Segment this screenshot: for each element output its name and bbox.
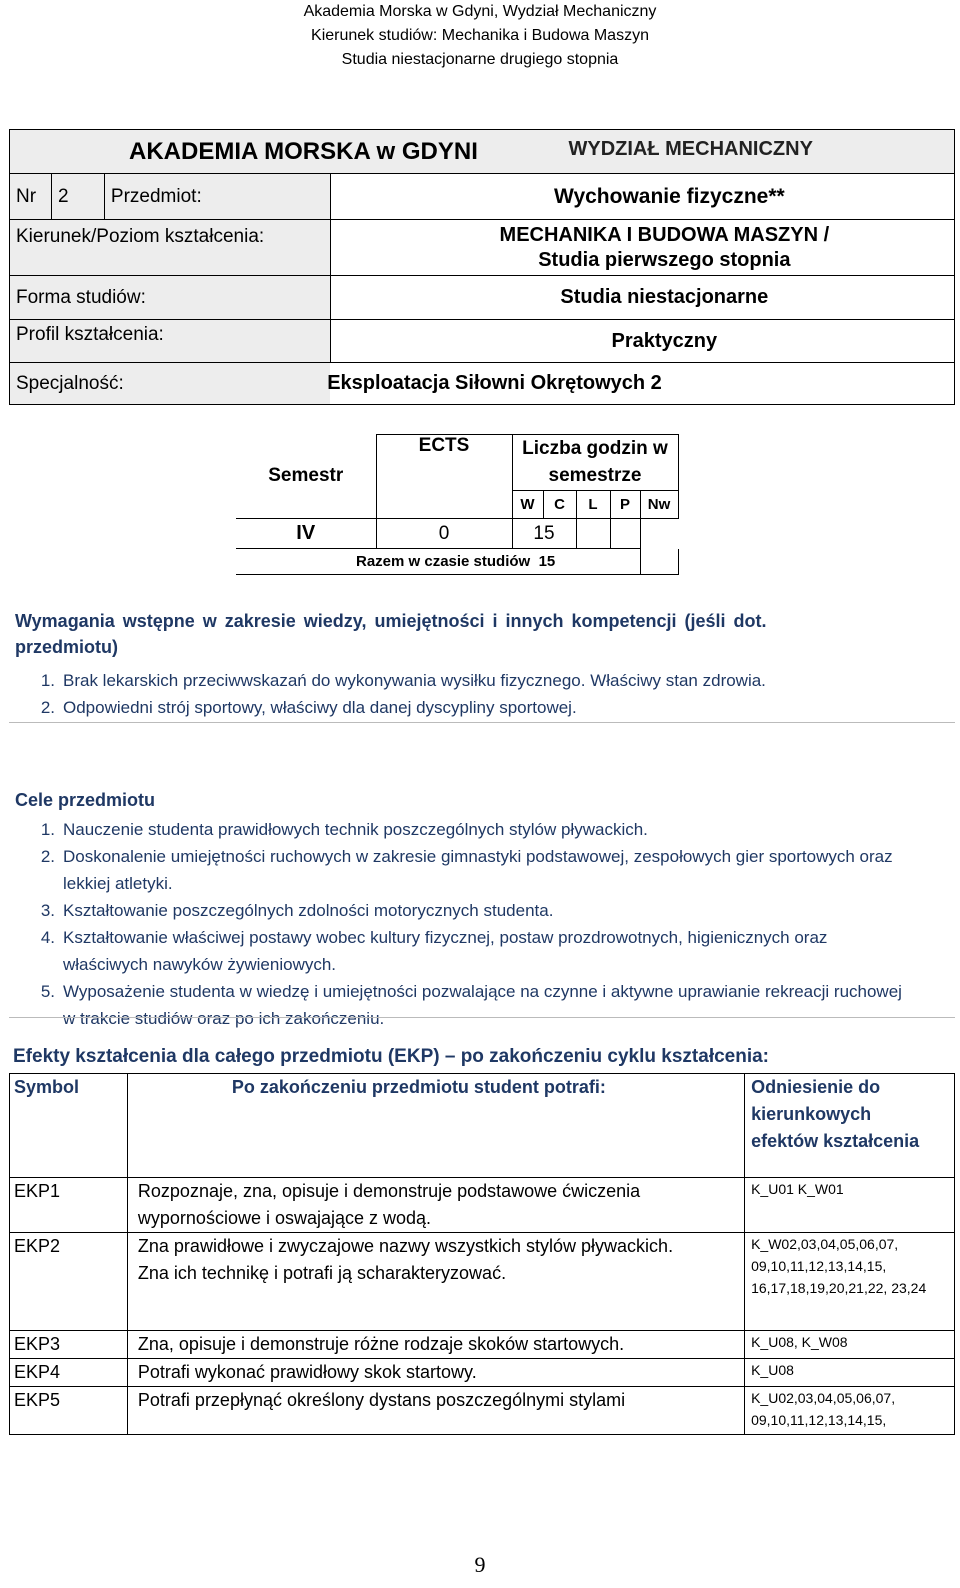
col-c: C [543,491,576,519]
direction-value-line-2: Studia pierwszego stopnia [538,248,791,271]
list-item: 2. Doskonalenie umiejętności ruchowych w zakresie gimnastyki podstawowej, zespołowych gier sportowych oraz lekkiej atletyki. [9,843,909,897]
list-item: 4. Kształtowanie właściwej postawy wobec kultury fizycznej, postaw prozdrowotnych, higienicznych oraz właściwych nawyków żywieniowych. [9,924,909,978]
divider [9,1017,955,1018]
col-l: L [576,491,610,519]
ekp-ref: K_U08 [745,1359,955,1387]
divider [9,722,955,723]
col-nw: Nw [640,491,678,519]
goal-text: Doskonalenie umiejętności ruchowych w zakresie gimnastyki podstawowej, zespołowych gier sportowych oraz lekkiej atletyki. [63,847,893,893]
hours-nw-value [640,519,678,549]
table-row [10,1178,955,1233]
goal-text: Kształtowanie właściwej postawy wobec kultury fizycznej, postaw prozdrowotnych, higienicznych oraz właściwych nawyków żywieniowych. [63,928,828,974]
form-label: Forma studiów: [10,276,331,320]
list-item: 1. Brak lekarskich przeciwwskazań do wykonywania wysiłku fizycznego. Właściwy stan zdrowia. [9,667,766,694]
nr-label: Nr [10,174,52,220]
goals-title: Cele przedmiotu [15,790,156,810]
ekp-desc: Rozpoznaje, zna, opisuje i demonstruje podstawowe ćwiczenia wypornościowe i oswajające z wodą. [127,1178,744,1233]
ekp-desc: Zna, opisuje i demonstruje różne rodzaje skoków startowych. [127,1331,744,1359]
subject-value: Wychowanie fizyczne** [330,174,954,220]
hours-label-2: semestrze [512,463,678,491]
total-label: Razem w czasie studiów [356,553,531,570]
hours-w-value: 15 [512,519,576,549]
hours-label-1: Liczba godzin w [512,435,678,463]
nr-value: 2 [51,174,104,220]
page-number: 9 [474,1552,486,1577]
header-line-2: Kierunek studiów: Mechanika i Budowa Maszyn [311,27,649,44]
ects-label: ECTS [376,435,512,491]
subject-label: Przedmiot: [104,174,330,220]
direction-value [330,220,954,276]
table-row [10,1387,955,1435]
ekp-symbol: EKP2 [10,1233,128,1331]
ekp-symbol: EKP1 [10,1178,128,1233]
col-w: W [512,491,543,519]
semestr-label: Semestr [268,465,344,487]
ekp-symbol: EKP3 [10,1331,128,1359]
header-line-1: Akademia Morska w Gdyni, Wydział Mechaniczny [303,3,657,20]
col-desc-header: Po zakończeniu przedmiotu student potrafi: [127,1074,744,1178]
hours-p-value [610,519,640,549]
ekp-desc: Potrafi wykonać prawidłowy skok startowy. [127,1359,744,1387]
spec-label: Specjalność: [10,363,331,405]
direction-label: Kierunek/Poziom kształcenia: [10,220,331,276]
ects-value: 0 [376,519,512,549]
form-value: Studia niestacjonarne [330,276,954,320]
spec-value-text: Eksploatacja Siłowni Okrętowych 2 [327,372,662,394]
table-row [10,1233,955,1331]
requirements-list [9,667,766,721]
ekp-ref: K_U08, K_W08 [745,1331,955,1359]
requirements-title-line-2: przedmiotu) [15,637,118,657]
outcomes-table [9,1073,955,1435]
table-row [10,1359,955,1387]
ekp-ref: K_W02,03,04,05,06,07, 09,10,11,12,13,14,15, 16,17,18,19,20,21,22, 23,24 [745,1233,955,1331]
list-item: 1. Nauczenie studenta prawidłowych technik poszczególnych stylów pływackich. [9,816,909,843]
col-symbol-header: Symbol [10,1074,128,1178]
outcomes-title: Efekty kształcenia dla całego przedmiotu (EKP) – po zakończeniu cyklu kształcenia: [13,1046,770,1067]
ekp-ref: K_U02,03,04,05,06,07, 09,10,11,12,13,14,15, [745,1387,955,1435]
goal-text: Nauczenie studenta prawidłowych technik poszczególnych stylów pływackich. [63,820,648,839]
hours-l-value [576,519,610,549]
page-header [0,0,960,72]
faculty-name: WYDZIAŁ MECHANICZNY [568,137,813,160]
spec-value [327,363,954,405]
profile-value: Praktyczny [330,320,954,363]
header-line-3: Studia niestacjonarne drugiego stopnia [341,51,619,68]
col-ref-header: Odniesienie do kierunkowych efektów kształcenia [745,1074,955,1178]
requirement-text: Odpowiedni strój sportowy, właściwy dla danej dyscypliny sportowej. [63,698,577,717]
course-info-table [9,129,955,405]
semestr-value: IV [236,519,376,549]
ekp-desc: Potrafi przepłynąć określony dystans poszczególnymi stylami [127,1387,744,1435]
requirements-title-line-1: Wymagania wstępne w zakresie wiedzy, umiejętności i innych kompetencji (jeśli dot. [15,611,767,631]
profile-label: Profil kształcenia: [10,320,331,363]
semester-table [236,434,679,575]
ekp-symbol: EKP4 [10,1359,128,1387]
goal-text: Wyposażenie studenta w wiedzę i umiejętności pozwalające na czynne i aktywne uprawianie rekreacji ruchowej w trakcie studiów oraz po ich zakończeniu. [63,982,902,1028]
goal-text: Kształtowanie poszczególnych zdolności motorycznych studenta. [63,901,554,920]
goals-list [9,816,909,1032]
total-value: 15 [538,553,556,570]
ekp-ref: K_U01 K_W01 [745,1178,955,1233]
university-name: AKADEMIA MORSKA w GDYNI [129,137,478,165]
col-p: P [610,491,640,519]
table-row [10,1331,955,1359]
direction-value-line-1: MECHANIKA I BUDOWA MASZYN / [499,223,830,246]
ekp-symbol: EKP5 [10,1387,128,1435]
total-row [236,549,640,575]
requirement-text: Brak lekarskich przeciwwskazań do wykonywania wysiłku fizycznego. Właściwy stan zdrowia. [63,671,766,690]
list-item: 3. Kształtowanie poszczególnych zdolności motorycznych studenta. [9,897,909,924]
list-item: 2. Odpowiedni strój sportowy, właściwy dla danej dyscypliny sportowej. [9,694,766,721]
requirements-title [15,608,767,660]
list-item: 5. Wyposażenie studenta w wiedzę i umiejętności pozwalające na czynne i aktywne uprawianie rekreacji ruchowej w trakcie studiów oraz po ich zakończeniu. [9,978,909,1032]
ekp-desc: Zna prawidłowe i zwyczajowe nazwy wszystkich stylów pływackich. Zna ich technikę i potrafi ją scharakteryzować. [127,1233,744,1331]
